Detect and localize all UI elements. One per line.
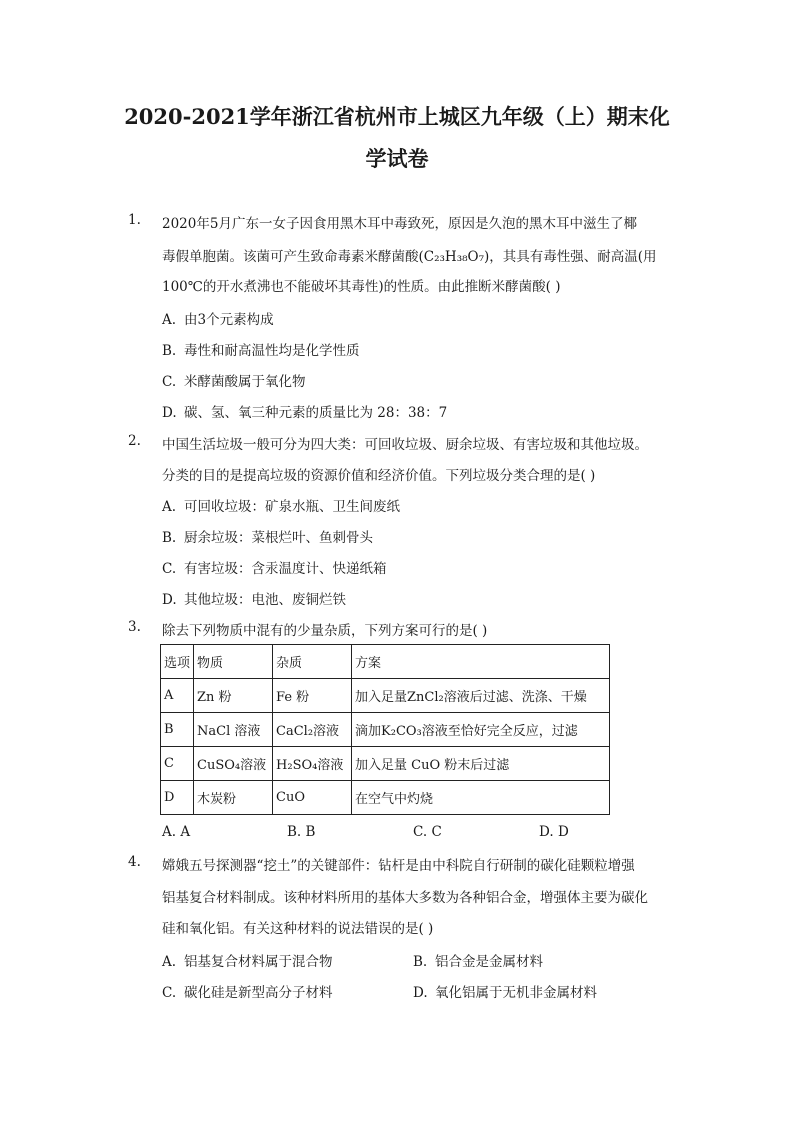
option-label: C. [162,985,177,1001]
table-cell: 木炭粉 [194,781,273,815]
option-c[interactable] [162,557,387,577]
option-a[interactable] [162,950,333,970]
table-row [161,713,610,747]
table-cell: Fe 粉 [273,679,352,713]
option-label: B. [162,530,177,546]
option-label: C. [162,561,177,577]
question-text: 硅和氧化铝。有关这种材料的说法错误的是( ) [162,921,434,937]
option-text: 厨余垃圾：菜根烂叶、鱼刺骨头 [184,530,373,546]
table-cell: B [161,713,194,747]
table-cell: D [161,781,194,815]
option-c[interactable] [413,824,442,840]
option-label: D. [413,985,428,1001]
option-b[interactable] [287,824,315,840]
title-line-2: 学试卷 [365,146,429,171]
option-d[interactable] [162,588,346,608]
option-label: C. [162,374,177,390]
option-label: B. [287,824,302,840]
option-text: D [557,824,569,840]
question-text: 除去下列物质中混有的少量杂质，下列方案可行的是( ) [162,623,488,639]
option-text: 碳、氢、氧三种元素的质量比为 28：38：7 [184,405,448,421]
question-text: 嫦娥五号探测器“挖土”的关键部件：钻杆是由中科院自行研制的碳化硅颗粒增强 [162,858,635,874]
option-c[interactable] [162,370,306,390]
option-label: B. [413,954,428,970]
question-number: 4. [128,854,141,870]
option-d[interactable] [413,981,597,1001]
table-header-cell: 方案 [352,645,610,679]
option-label: D. [162,592,177,608]
option-text: 毒性和耐高温性均是化学性质 [184,343,360,359]
table-cell: CuSO₄溶液 [194,747,273,781]
option-label: D. [162,405,177,421]
question-text: 毒假单胞菌。该菌可产生致命毒素米酵菌酸(C₂₃H₃₈O₇)，其具有毒性强、耐高温(用 [162,249,657,265]
table-cell: 加入足量 CuO 粉末后过滤 [352,747,610,781]
option-a[interactable] [162,495,400,515]
table-cell: 在空气中灼烧 [352,781,610,815]
option-c[interactable] [162,981,333,1001]
question-text: 中国生活垃圾一般可分为四大类：可回收垃圾、厨余垃圾、有害垃圾和其他垃圾。 [162,437,648,453]
option-label: B. [162,343,177,359]
option-b[interactable] [162,339,360,359]
table-row [161,781,610,815]
option-text: 铝合金是金属材料 [435,954,543,970]
option-a[interactable] [162,308,274,328]
option-label: A. [162,954,177,970]
table-cell: Zn 粉 [194,679,273,713]
option-text: 可回收垃圾：矿泉水瓶、卫生间废纸 [184,499,400,515]
table-cell: H₂SO₄溶液 [273,747,352,781]
option-b[interactable] [162,526,373,546]
exam-title [60,96,734,180]
option-text: 其他垃圾：电池、废铜烂铁 [184,592,346,608]
table-cell: 加入足量ZnCl₂溶液后过滤、洗涤、干燥 [352,679,610,713]
option-text: 有害垃圾：含汞温度计、快递纸箱 [184,561,387,577]
option-d[interactable] [162,401,447,421]
option-text: 氧化铝属于无机非金属材料 [435,985,597,1001]
table-cell: A [161,679,194,713]
option-text: B [305,824,316,840]
question-text: 2020年5月广东一女子因食用黑木耳中毒致死，原因是久泡的黑木耳中滋生了椰 [162,216,637,232]
table-row [161,679,610,713]
option-d[interactable] [539,824,569,840]
table-cell: 滴加K₂CO₃溶液至恰好完全反应，过滤 [352,713,610,747]
option-text: C [431,824,442,840]
option-text: 碳化硅是新型高分子材料 [184,985,333,1001]
option-label: A. [162,312,177,328]
question-text: 铝基复合材料制成。该种材料所用的基体大多数为各种铝合金，增强体主要为碳化 [162,890,648,906]
option-text: 铝基复合材料属于混合物 [184,954,333,970]
option-a[interactable] [162,824,190,840]
option-text: 米酵菌酸属于氧化物 [184,374,306,390]
option-label: A. [162,824,177,840]
question-text: 分类的目的是提高垃圾的资源价值和经济价值。下列垃圾分类合理的是( ) [162,468,596,484]
table-header-row [161,645,610,679]
question-number: 3. [128,619,141,635]
table-cell: NaCl 溶液 [194,713,273,747]
option-text: A [180,824,191,840]
table-header-cell: 选项 [161,645,194,679]
table-header-cell: 物质 [194,645,273,679]
question-3-table [160,644,610,815]
option-b[interactable] [413,950,543,970]
table-header-cell: 杂质 [273,645,352,679]
table-row [161,747,610,781]
option-text: 由3个元素构成 [184,312,274,328]
question-text: 100℃的开水煮沸也不能破坏其毒性)的性质。由此推断米酵菌酸( ) [162,279,561,295]
question-number: 2. [128,433,141,449]
option-label: A. [162,499,177,515]
table-cell: CaCl₂溶液 [273,713,352,747]
question-number: 1. [128,212,141,228]
option-label: C. [413,824,428,840]
title-line-1: 2020-2021学年浙江省杭州市上城区九年级（上）期末化 [124,104,670,129]
table-cell: C [161,747,194,781]
table-cell: CuO [273,781,352,815]
option-label: D. [539,824,554,840]
